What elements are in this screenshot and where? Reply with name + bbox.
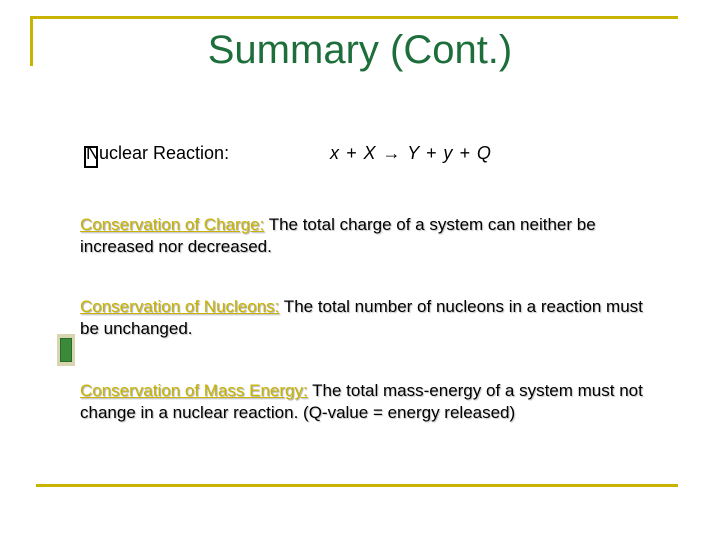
green-square-bullet-icon <box>60 338 72 362</box>
term-charge: Conservation of Charge: <box>80 215 265 234</box>
reaction-label: Nuclear Reaction: <box>86 143 230 163</box>
frame-top-line <box>30 16 678 19</box>
reaction-equation: x + X → Y + y + Q <box>330 143 491 163</box>
text-charge: The total charge of a system can neither be increased nor decreased. <box>80 215 596 256</box>
text-nucleons: The total number of nucleons in a reaction must be unchanged. <box>80 297 643 338</box>
text-mass-energy: The total mass-energy of a system must not change in a nuclear reaction. (Q-value = energy released) <box>80 381 643 422</box>
term-nucleons: Conservation of Nucleons: <box>80 297 280 316</box>
paragraph-mass-energy <box>80 380 660 424</box>
paragraph-nucleons <box>80 296 660 340</box>
paragraph-charge <box>80 214 660 258</box>
slide-title: Summary (Cont.) <box>207 28 513 72</box>
term-mass-energy: Conservation of Mass Energy: <box>80 381 308 400</box>
frame-bottom-line <box>36 484 678 487</box>
